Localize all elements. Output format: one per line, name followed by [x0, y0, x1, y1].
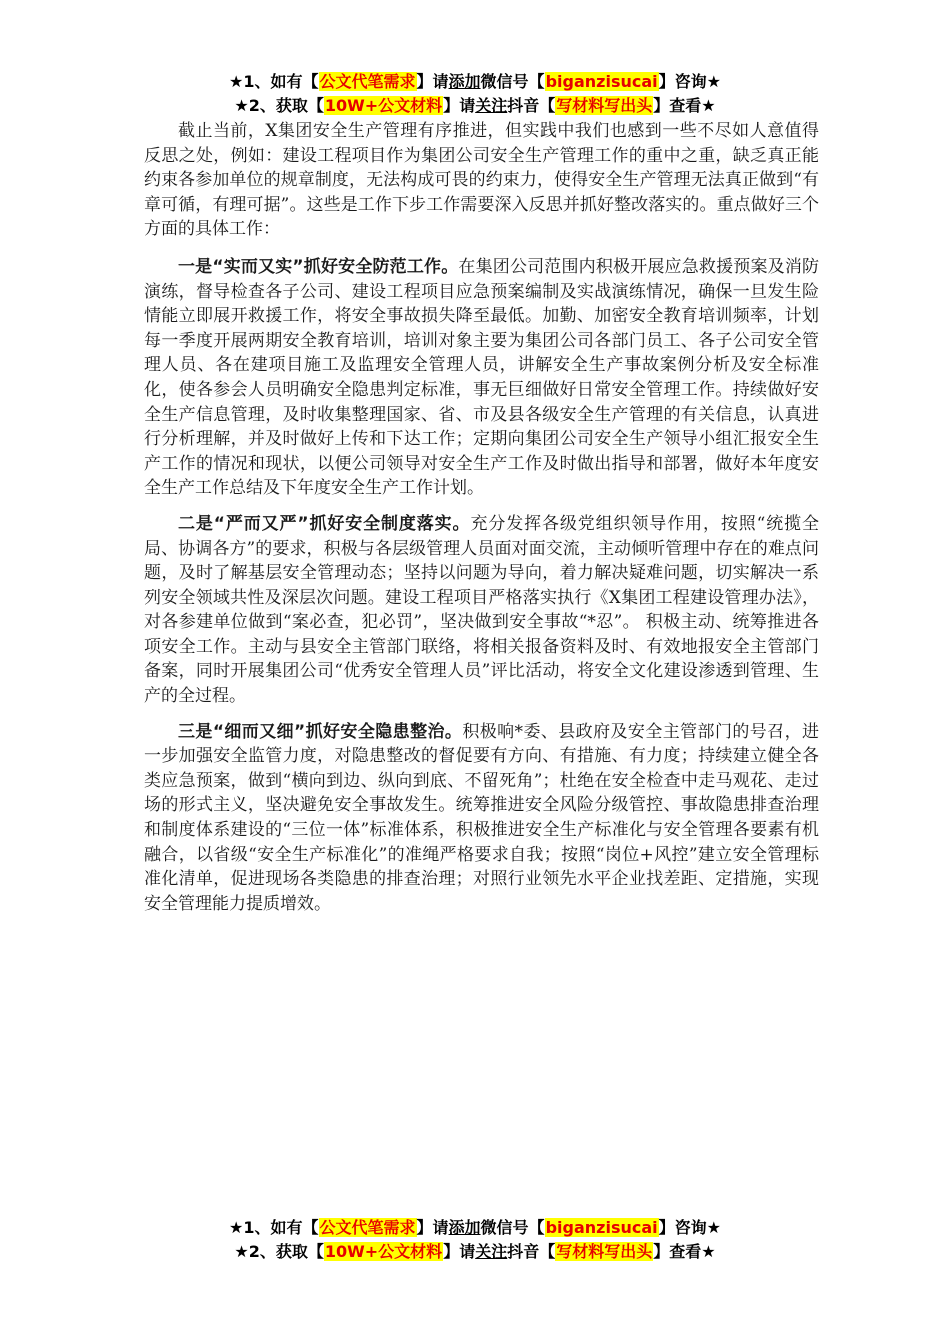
banner-highlight: 公文代笔需求: [319, 72, 416, 91]
banner-text: 】请: [416, 72, 449, 91]
section-paragraph-3: [144, 720, 819, 917]
banner-line-1: [0, 70, 950, 94]
intro-paragraph: 截止当前，X集团安全生产管理有序推进，但实践中我们也感到一些不尽如人意值得反思之处，例如：建设工程项目作为集团公司安全生产管理工作的重中之重，缺乏真正能约束各参加单位的规章制度，无法构成可畏的约束力，使得安全生产管理无法真正做到“有章可循，有理可据”。这些是工作下步工作需要深入反思并抓好整改落实的。重点做好三个方面的具体工作：: [144, 121, 819, 240]
banner-text: 】咨询★: [658, 72, 721, 91]
banner-text: 微信号【: [480, 1218, 545, 1237]
banner-text: ★2、获取【: [234, 96, 324, 115]
document-body: [144, 119, 819, 927]
banner-highlight: 公文代笔需求: [319, 1218, 416, 1237]
banner-highlight: biganzisucai: [545, 1218, 658, 1237]
banner-text: ★1、如有【: [229, 72, 319, 91]
section-body: 积极响*委、县政府及安全主管部门的号召，进一步加强安全监管力度，对隐患整改的督促要有方向、有措施、有力度；持续建立健全各类应急预案，做到“横向到边、纵向到底、不留死角”；杜绝在安全检查中走马观花、走过场的形式主义，坚决避免安全事故发生。统筹推进安全风险分级管控、事故隐患排查治理和制度体系建设的“三位一体”标准体系，积极推进安全生产标准化与安全管理各要素有机融合，以省级“安全生产标准化”的准绳严格要求自我；按照“岗位+风控”建立安全管理标准化清单，促进现场各类隐患的排查治理；对照行业领先水平企业找差距、定措施，实现安全管理能力提质增效。: [144, 721, 819, 914]
banner-text: 】查看★: [653, 1242, 716, 1261]
banner-text: 】请: [443, 96, 476, 115]
banner-underline: 关注: [475, 96, 508, 115]
banner-line-1: [0, 1216, 950, 1240]
footer-banner: [0, 1216, 950, 1264]
banner-text: 】咨询★: [658, 1218, 721, 1237]
section-paragraph-1: [144, 255, 819, 501]
banner-text: 】查看★: [653, 96, 716, 115]
section-lead: 一是“实而又实”抓好安全防范工作。: [178, 256, 459, 277]
banner-line-2: [0, 1240, 950, 1264]
banner-underline: 添加: [448, 1218, 481, 1237]
banner-underline: 关注: [475, 1242, 508, 1261]
banner-underline: 添加: [448, 72, 481, 91]
section-paragraph-2: [144, 512, 819, 709]
banner-text: ★2、获取【: [234, 1242, 324, 1261]
banner-text: 微信号【: [480, 72, 545, 91]
banner-highlight: 写材料写出头: [556, 1242, 653, 1261]
header-banner: [0, 70, 950, 118]
banner-highlight: 写材料写出头: [556, 96, 653, 115]
banner-text: ★1、如有【: [229, 1218, 319, 1237]
section-body: 在集团公司范围内积极开展应急救援预案及消防演练，督导检查各子公司、建设工程项目应急预案编制及实战演练情况，确保一旦发生险情能立即展开救援工作，将安全事故损失降至最低。加勤、加密安全教育培训频率，计划每一季度开展两期安全教育培训，培训对象主要为集团公司各部门员工、各子公司安全管理人员、各在建项目施工及监理安全管理人员，讲解安全生产事故案例分析及安全标准化，使各参会人员明确安全隐患判定标准，事无巨细做好日常安全管理工作。持续做好安全生产信息管理，及时收集整理国家、省、市及县各级安全生产管理的有关信息，认真进行分析理解，并及时做好上传和下达工作；定期向集团公司安全生产领导小组汇报安全生产工作的情况和现状，以便公司领导对安全生产工作及时做出指导和部署，做好本年度安全生产工作总结及下年度安全生产工作计划。: [144, 256, 819, 499]
banner-highlight: 10W+公文材料: [324, 1242, 443, 1261]
banner-text: 抖音【: [507, 1242, 556, 1261]
section-lead: 二是“严而又严”抓好安全制度落实。: [178, 513, 471, 534]
banner-line-2: [0, 94, 950, 118]
banner-highlight: 10W+公文材料: [324, 96, 443, 115]
section-body: 充分发挥各级党组织领导作用，按照“统揽全局、协调各方”的要求，积极与各层级管理人员面对面交流，主动倾听管理中存在的难点问题，及时了解基层安全管理动态；坚持以问题为导向，着力解决疑难问题，切实解决一系列安全领域共性及深层次问题。建设工程项目严格落实执行《X集团工程建设管理办法》，对各参建单位做到“案必查，犯必罚”，坚决做到安全事故“*忍”。 积极主动、统筹推进各项安全工作。主动与县安全主管部门联络，将相关报备资料及时、有效地报安全主管部门备案，同时开展集团公司“优秀安全管理人员”评比活动，将安全文化建设渗透到管理、生产的全过程。: [144, 513, 819, 707]
banner-highlight: biganzisucai: [545, 72, 658, 91]
banner-text: 】请: [416, 1218, 449, 1237]
section-lead: 三是“细而又细”抓好安全隐患整治。: [178, 721, 463, 742]
banner-text: 】请: [443, 1242, 476, 1261]
banner-text: 抖音【: [507, 96, 556, 115]
